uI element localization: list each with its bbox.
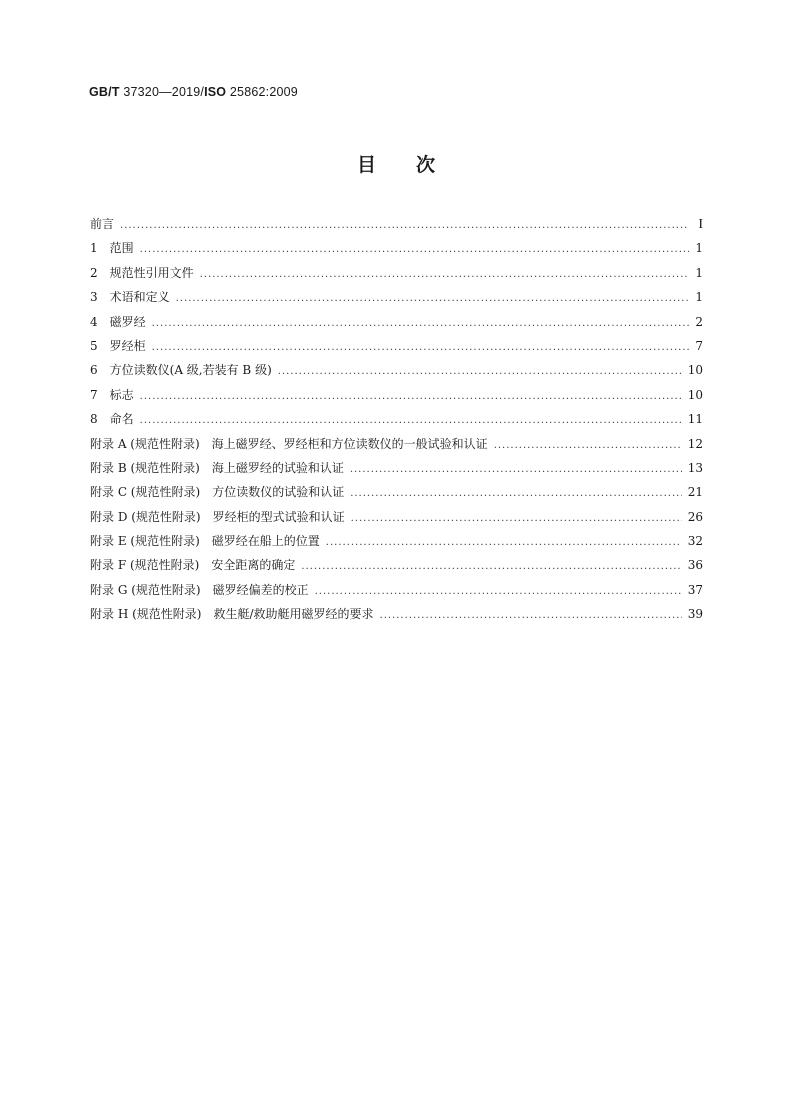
toc-annex-tag: 附录 A (规范性附录) [90, 436, 200, 451]
toc-entry-label [90, 386, 140, 403]
toc-page-number: 37 [687, 582, 703, 597]
toc-entry-label [90, 556, 301, 573]
toc-entry[interactable] [90, 313, 703, 337]
toc-entry-title: 规范性引用文件 [109, 265, 194, 280]
toc-annex-tag: 附录 D (规范性附录) [90, 509, 201, 524]
toc-entry[interactable] [90, 605, 703, 629]
toc-dot-leader [350, 488, 682, 499]
toc-page-number: 2 [695, 314, 703, 329]
toc-annex-tag: 附录 F (规范性附录) [90, 558, 200, 573]
toc-entry-label [90, 483, 350, 500]
toc-page-number: 36 [687, 558, 703, 573]
toc-section-number: 3 [90, 290, 98, 305]
toc-page-number: 1 [695, 241, 703, 256]
toc-entry-label [90, 532, 326, 549]
toc-page-number: 1 [695, 290, 703, 305]
toc-entry[interactable] [90, 239, 703, 263]
toc-section-number: 5 [90, 338, 98, 353]
toc-entry[interactable] [90, 410, 703, 434]
toc-entry-title: 磁罗经偏差的校正 [212, 582, 309, 597]
toc-entry[interactable] [90, 483, 703, 507]
toc-dot-leader [494, 440, 682, 451]
toc-entry-label [90, 508, 351, 525]
toc-entry-title: 安全距离的确定 [211, 558, 296, 573]
toc-dot-leader [176, 293, 689, 304]
toc-annex-tag: 附录 G (规范性附录) [90, 582, 201, 597]
toc-entry-title: 罗经柜的型式试验和认证 [212, 509, 345, 524]
toc-entry[interactable] [90, 386, 703, 410]
toc-entry-label [90, 435, 494, 452]
toc-entry[interactable] [90, 264, 703, 288]
toc-entry-label [90, 264, 200, 281]
toc-entry-title: 救生艇/救助艇用磁罗经的要求 [213, 607, 374, 622]
toc-section-number: 1 [90, 241, 98, 256]
toc-page-number: 1 [695, 265, 703, 280]
toc-entry-title: 海上磁罗经的试验和认证 [211, 460, 344, 475]
standard-code-prefix: GB/T [89, 85, 120, 99]
toc-annex-tag: 附录 H (规范性附录) [90, 607, 202, 622]
toc-dot-leader [278, 366, 682, 377]
toc-entry-label [90, 459, 350, 476]
toc-dot-leader [200, 269, 689, 280]
toc-entry[interactable] [90, 581, 703, 605]
toc-page-number: 10 [687, 387, 703, 402]
toc-page-number: I [698, 217, 703, 232]
toc-entry[interactable] [90, 337, 703, 361]
toc-dot-leader [140, 244, 689, 255]
toc-entry-title: 前言 [90, 217, 115, 231]
page-title [0, 150, 792, 177]
toc-entry-title: 罗经柜 [109, 338, 146, 353]
toc-entry-title: 命名 [109, 412, 134, 427]
toc-entry[interactable] [90, 459, 703, 483]
toc-annex-tag: 附录 B (规范性附录) [90, 460, 200, 475]
iso-code-rest: 25862:2009 [226, 85, 298, 99]
toc-page-number: 13 [687, 460, 703, 475]
toc-dot-leader [351, 513, 682, 524]
toc-entry[interactable] [90, 435, 703, 459]
toc-section-number: 8 [90, 412, 98, 427]
toc-page-number: 26 [687, 509, 703, 524]
toc-section-number: 6 [90, 363, 98, 378]
toc-entry[interactable] [90, 556, 703, 580]
toc-entry[interactable] [90, 215, 703, 239]
toc-entry-label [90, 337, 152, 354]
toc-entry-title: 范围 [109, 241, 134, 256]
toc-entry-title: 方位读数仪的试验和认证 [212, 485, 345, 500]
standard-number [89, 85, 298, 99]
toc-page-number: 10 [687, 363, 703, 378]
toc-page-number: 32 [687, 534, 703, 549]
toc-dot-leader [301, 561, 681, 572]
toc-entry-label [90, 410, 140, 427]
toc-entry-title: 磁罗经在船上的位置 [211, 534, 320, 549]
standard-code-rest: 37320—2019/ [119, 85, 205, 99]
toc-entry-label [90, 581, 315, 598]
toc-page-number: 11 [687, 412, 703, 427]
toc-annex-tag: 附录 C (规范性附录) [90, 485, 201, 500]
toc-dot-leader [152, 342, 689, 353]
toc-entry-label [90, 605, 380, 622]
toc-entry-title: 方位读数仪(A 级,若装有 B 级) [109, 363, 272, 378]
toc-entry[interactable] [90, 508, 703, 532]
toc-dot-leader [120, 220, 689, 231]
toc-entry[interactable] [90, 532, 703, 556]
toc-dot-leader [350, 464, 682, 475]
toc-dot-leader [140, 415, 682, 426]
toc-entry-label [90, 215, 120, 232]
toc-entry-title: 术语和定义 [109, 290, 170, 305]
toc-entry-title: 磁罗经 [109, 314, 146, 329]
toc-entry-label [90, 239, 140, 256]
toc-section-number: 7 [90, 387, 98, 402]
toc-dot-leader [152, 318, 689, 329]
toc-entry-label [90, 313, 152, 330]
toc-entry-label [90, 361, 278, 378]
toc-entry[interactable] [90, 288, 703, 312]
toc-dot-leader [140, 391, 682, 402]
toc-entry-title: 海上磁罗经、罗经柜和方位读数仪的一般试验和认证 [211, 436, 488, 451]
toc-dot-leader [315, 586, 682, 597]
toc-page-number: 39 [687, 607, 703, 622]
title-char-right: 次 [416, 154, 436, 176]
toc-page-number: 12 [687, 436, 703, 451]
toc-dot-leader [380, 610, 682, 621]
toc-annex-tag: 附录 E (规范性附录) [90, 534, 200, 549]
toc-section-number: 4 [90, 314, 98, 329]
toc-section-number: 2 [90, 265, 98, 280]
toc-entry-title: 标志 [109, 387, 134, 402]
toc-page-number: 7 [695, 338, 703, 353]
toc-page-number: 21 [687, 485, 703, 500]
table-of-contents [90, 215, 703, 630]
toc-entry-label [90, 288, 176, 305]
toc-entry[interactable] [90, 361, 703, 385]
title-char-left: 目 [356, 154, 376, 176]
iso-code-prefix: ISO [204, 85, 227, 99]
toc-dot-leader [326, 537, 682, 548]
